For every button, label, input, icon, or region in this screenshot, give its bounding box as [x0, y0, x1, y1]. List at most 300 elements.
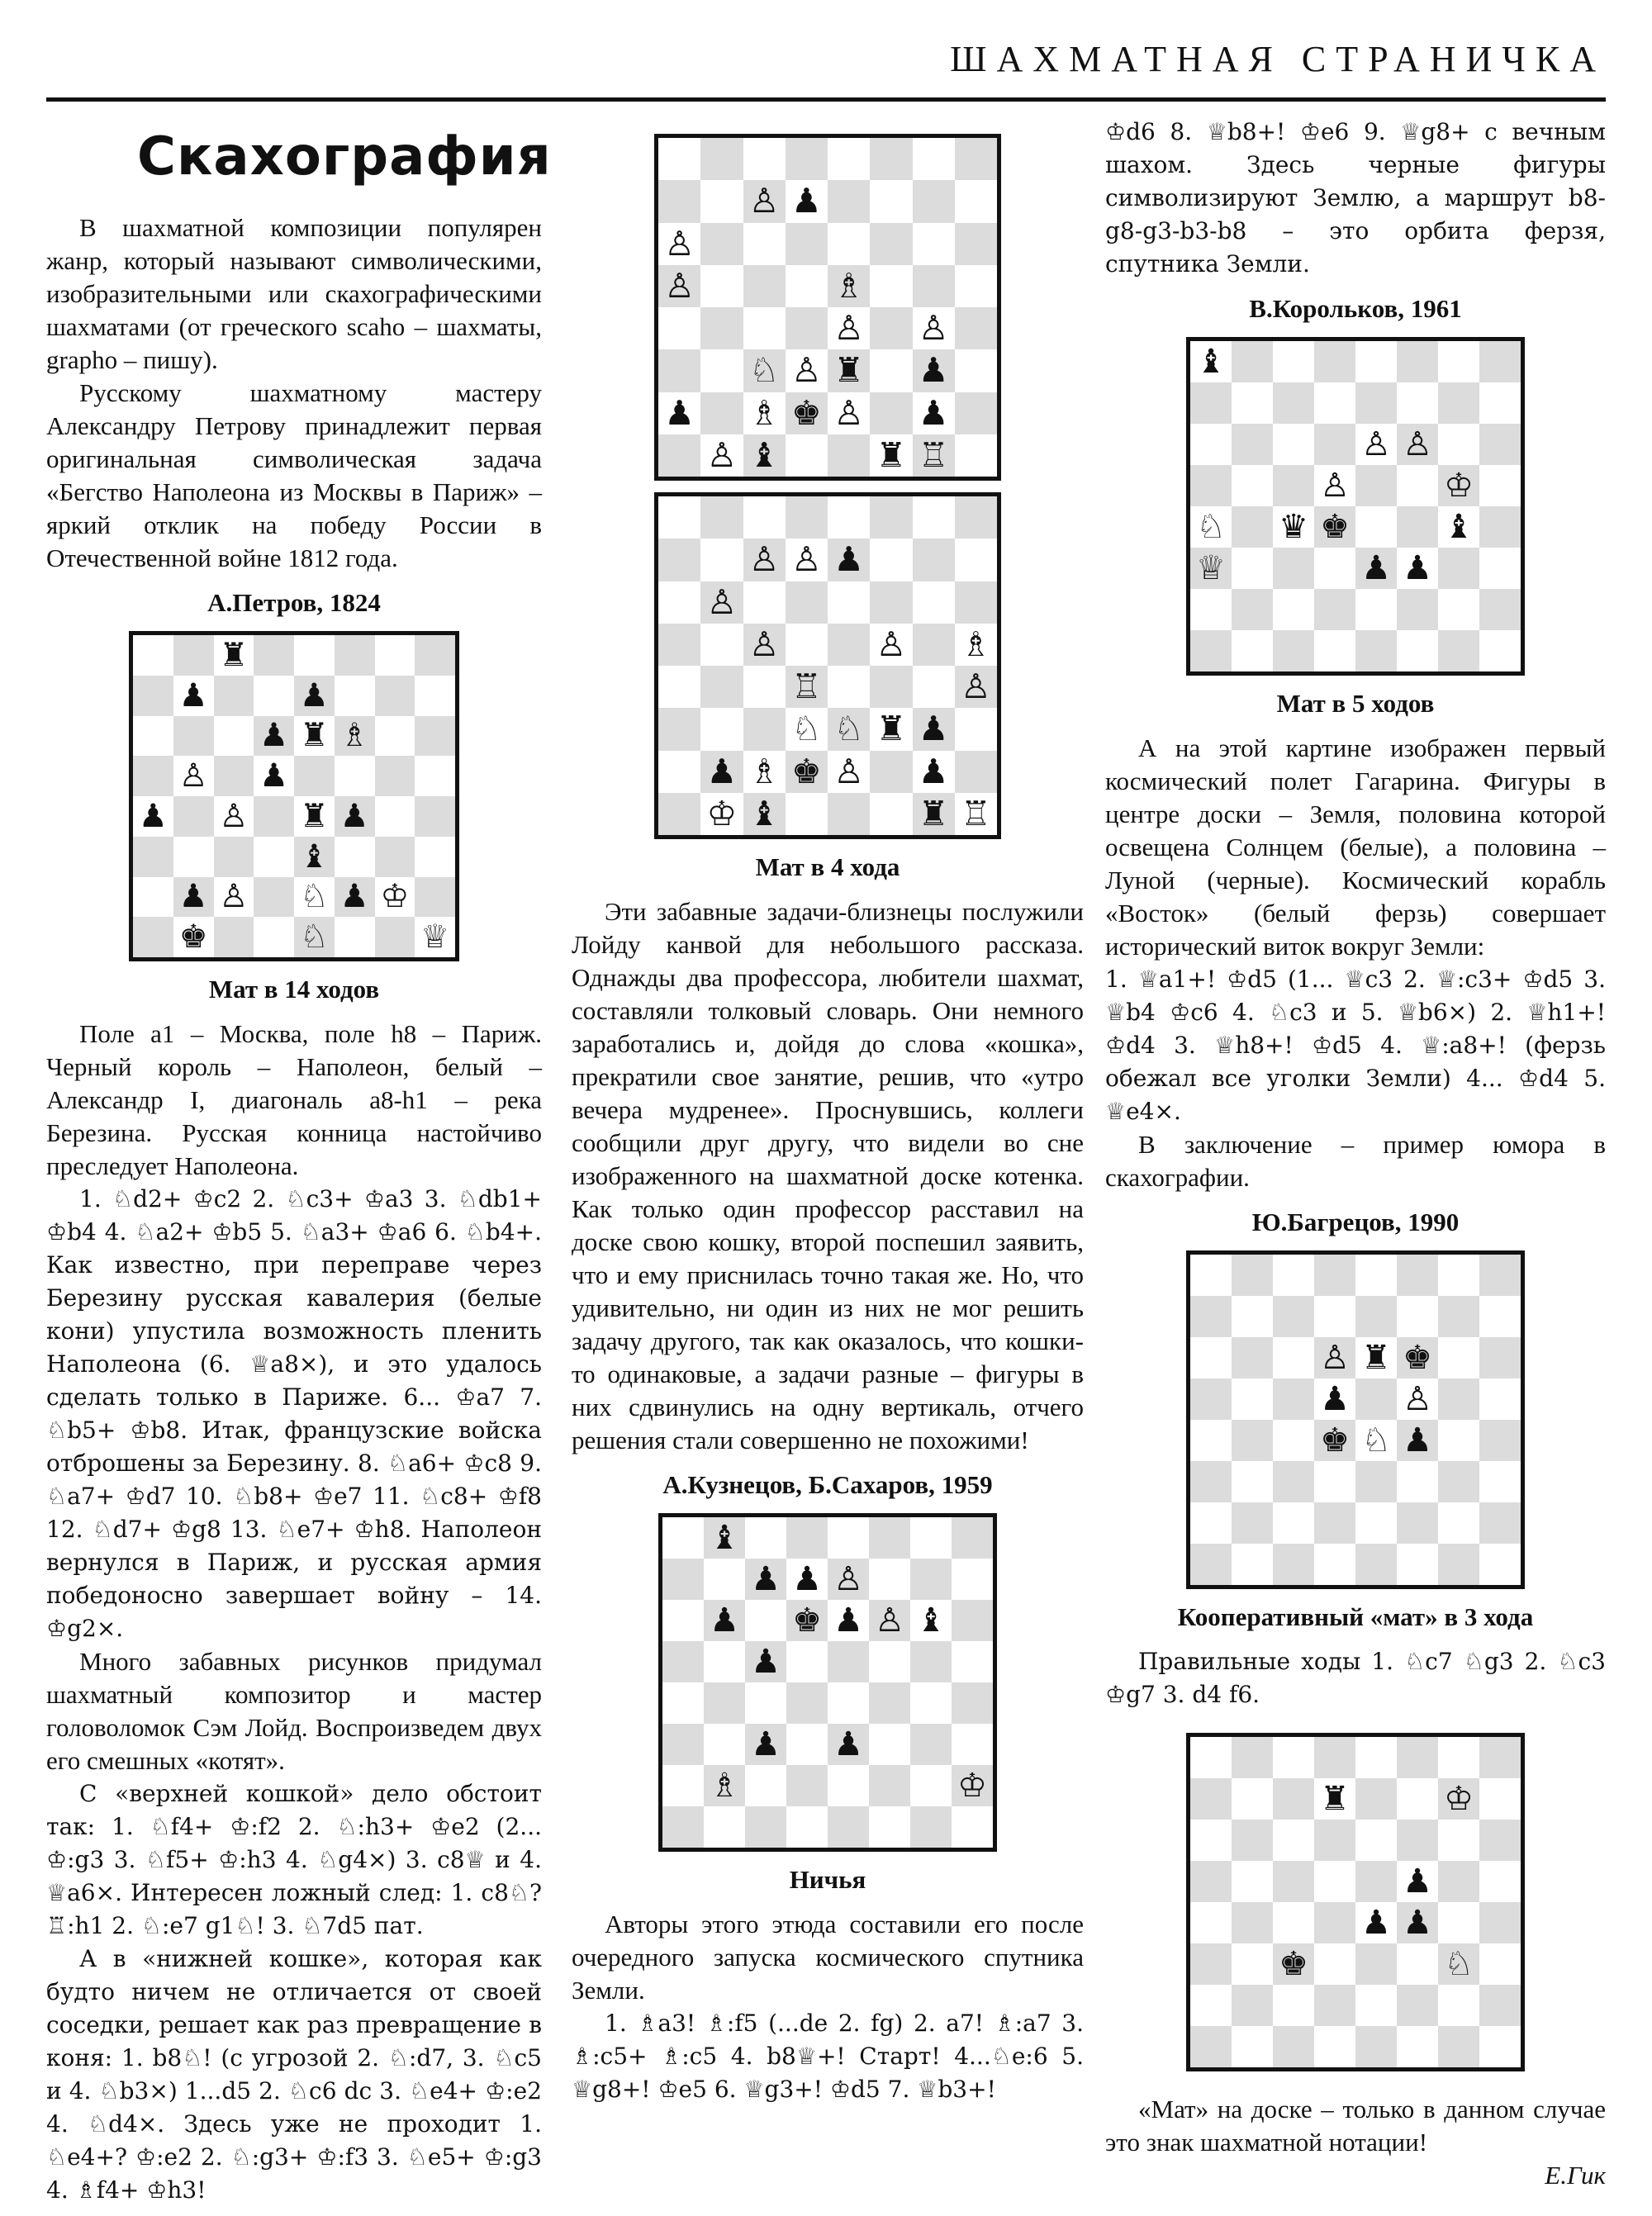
- board-square: [704, 1517, 745, 1559]
- board-square: [173, 877, 214, 918]
- white-piece-icon: ♙: [1320, 467, 1350, 505]
- board-square: [1190, 630, 1232, 671]
- board-square: [658, 392, 700, 434]
- board-square: [1273, 506, 1314, 548]
- board-square: [658, 349, 700, 391]
- board-square: [335, 917, 375, 957]
- board-square: [704, 1600, 745, 1641]
- white-piece-icon: ♔: [957, 1767, 987, 1805]
- board-square: [743, 539, 786, 581]
- problem-stipulation: Кооперативный «мат» в 3 хода: [1177, 1602, 1534, 1631]
- black-piece-icon: ♚: [1403, 1339, 1432, 1377]
- board-square: [913, 434, 955, 477]
- board-square: [173, 837, 214, 877]
- black-piece-icon: ♟: [751, 1560, 781, 1598]
- board-square: [955, 793, 997, 835]
- board-square: [1397, 1544, 1438, 1585]
- white-piece-icon: ♖: [918, 434, 949, 475]
- board-square: [870, 496, 912, 539]
- problem-stipulation: Ничья: [789, 1865, 866, 1894]
- white-piece-icon: ♙: [833, 392, 864, 433]
- board-square: [1232, 2026, 1273, 2067]
- board-square: [1355, 1255, 1397, 1296]
- white-piece-icon: ♙: [918, 308, 949, 349]
- board-square: [910, 1806, 952, 1848]
- board-square: [662, 1517, 704, 1559]
- black-piece-icon: ♜: [299, 717, 329, 755]
- board-square: [1273, 1902, 1314, 1943]
- board-square: [869, 1682, 910, 1724]
- board-square: [828, 624, 870, 666]
- board-square: [1355, 424, 1397, 465]
- board-square: [745, 1806, 786, 1848]
- problem-author: В.Корольков, 1961: [1249, 294, 1462, 323]
- board-square: [828, 666, 870, 708]
- board-square: [700, 751, 743, 793]
- board-square: [1397, 1985, 1438, 2026]
- board-square: [700, 666, 743, 708]
- white-piece-icon: ♙: [219, 878, 249, 916]
- board-square: [294, 676, 335, 716]
- black-piece-icon: ♜: [833, 350, 864, 391]
- white-piece-icon: ♗: [339, 717, 369, 755]
- board-square: [828, 349, 870, 391]
- black-piece-icon: ♜: [918, 793, 949, 833]
- black-piece-icon: ♟: [138, 797, 168, 835]
- board-square: [952, 1600, 993, 1641]
- board-square: [786, 1559, 828, 1600]
- board-square: [1438, 465, 1479, 506]
- board-square: [1232, 1378, 1273, 1420]
- board-square: [869, 1806, 910, 1848]
- black-piece-icon: ♚: [178, 918, 208, 956]
- board-square: [913, 307, 955, 349]
- black-piece-icon: ♟: [1403, 1421, 1432, 1459]
- solution-text: ♔d6 8. ♕b8+! ♔e6 9. ♕g8+ с вечным шахом. Здесь черные фигуры символизируют Землю, а маршрут b8-g8-g3-b3-b8 – это орбита ферзя, спутника Земли.: [1105, 118, 1606, 278]
- board-square: [1273, 424, 1314, 465]
- board-square: [1438, 1861, 1479, 1902]
- board-square: [955, 496, 997, 539]
- board-square: [658, 434, 700, 477]
- white-piece-icon: ♕: [1196, 549, 1226, 587]
- board-square: [786, 180, 828, 222]
- board-square: [828, 581, 870, 624]
- board-square: [955, 434, 997, 477]
- board-square: [294, 756, 335, 796]
- white-piece-icon: ♙: [1320, 1339, 1350, 1377]
- board-square: [910, 1641, 952, 1682]
- board-square: [1397, 1420, 1438, 1461]
- board-square: [786, 1682, 828, 1724]
- board-square: [1355, 548, 1397, 589]
- board-square: [700, 539, 743, 581]
- board-square: [1397, 465, 1438, 506]
- white-piece-icon: ♙: [664, 223, 695, 263]
- board-square: [1232, 1296, 1273, 1337]
- black-piece-icon: ♚: [1320, 508, 1350, 546]
- board-square: [375, 635, 415, 676]
- white-piece-icon: ♙: [833, 751, 864, 791]
- board-square: [1190, 1337, 1232, 1378]
- board-square: [913, 581, 955, 624]
- board-square: [704, 1724, 745, 1765]
- board-square: [1397, 341, 1438, 382]
- board-square: [1232, 382, 1273, 424]
- board-square: [786, 138, 828, 180]
- board-square: [658, 138, 700, 180]
- white-piece-icon: ♙: [1403, 1380, 1432, 1418]
- board-square: [254, 796, 294, 837]
- black-piece-icon: ♝: [748, 434, 780, 475]
- board-square: [1232, 506, 1273, 548]
- board-square: [828, 1765, 869, 1806]
- board-square: [1190, 341, 1232, 382]
- board-square: [869, 1765, 910, 1806]
- board-square: [335, 756, 375, 796]
- board-square: [828, 392, 870, 434]
- board-square: [955, 138, 997, 180]
- board-square: [1355, 630, 1397, 671]
- white-piece-icon: ♙: [748, 539, 780, 580]
- board-square: [1232, 1420, 1273, 1461]
- board-square: [743, 666, 786, 708]
- board-square: [1438, 424, 1479, 465]
- board-square: [1397, 589, 1438, 630]
- white-piece-icon: ♙: [833, 1560, 863, 1598]
- board-square: [1232, 1502, 1273, 1544]
- board-square: [335, 877, 375, 918]
- board-square: [1479, 506, 1521, 548]
- board-square: [910, 1559, 952, 1600]
- board-square: [913, 138, 955, 180]
- board-square: [913, 349, 955, 391]
- board-square: [913, 708, 955, 750]
- board-square: [1314, 1420, 1355, 1461]
- board-square: [1190, 1420, 1232, 1461]
- board-square: [745, 1641, 786, 1682]
- board-square: [1479, 1778, 1521, 1820]
- board-square: [828, 496, 870, 539]
- board-square: [214, 756, 254, 796]
- board-square: [662, 1641, 704, 1682]
- black-piece-icon: ♝: [748, 793, 780, 833]
- board-square: [254, 676, 294, 716]
- board-square: [828, 307, 870, 349]
- board-square: [786, 793, 828, 835]
- board-square: [1232, 1737, 1273, 1778]
- board-square: [1273, 1337, 1314, 1378]
- board-square: [658, 708, 700, 750]
- board-square: [700, 180, 743, 222]
- board-square: [658, 180, 700, 222]
- board-square: [743, 624, 786, 666]
- black-piece-icon: ♟: [710, 1601, 739, 1639]
- solution-text: А в «нижней кошке», которая как будто ничем не отличается от своей соседки, решает как раз превращение в коня: 1. b8♘! (с угрозой 2. ♘:d7, 3. ♘c5 и 4. ♘b3×) 1...d5 2. ♘c6 dc 3. ♘e4+ ♔:e2 4. ♘d4×. Здесь уже не проходит 1. ♘e4+? ♔:e2 2. ♘:g3+ ♔:f3 3. ♘e5+ ♔:g3 4. ♗f4+ ♔h3!: [46, 1945, 542, 2204]
- board-square: [133, 917, 173, 957]
- paragraph: В шахматной композиции популярен жанр, который называют символическими, изобразительными или скахографическими шахматами (от греческого scaho – шахматы, grapho – пишу).: [46, 213, 542, 374]
- black-piece-icon: ♟: [792, 1560, 822, 1598]
- paragraph: Эти забавные задачи-близнецы послужили Лойду канвой для небольшого рассказа. Однажды два профессора, любители шахмат, составляли толковый словарь. Они немного заработались и, дойдя до слова «кошка», прекратили свое занятие, решив, что «утро вечера мудренее». Проснувшись, коллеги сообщили друг другу, что видели во сне изображенного на шахматной доске котенка. Как только один профессор расставил на доске свою кошку, второй поспешил заявить, что и ему приснилась точно такая же. Но, что удивительно, ни один из них не мог решить задачу другого, так как оказалось, что кошки-то одинаковые, а задачи разные – фигуры в них сдвинулись на одну вертикаль, отчего решения стали совершенно не похожими!: [572, 897, 1084, 1454]
- board-square: [700, 581, 743, 624]
- board-square: [658, 539, 700, 581]
- board-square: [1190, 1378, 1232, 1420]
- board-square: [1355, 1943, 1397, 1985]
- paragraph: Авторы этого этюда составили его после очередного запуска космического спутника Земли.: [572, 1910, 1084, 2005]
- board-square: [214, 877, 254, 918]
- board-square: [1397, 1296, 1438, 1337]
- board-square: [1190, 1943, 1232, 1985]
- paragraph: В заключение – пример юмора в скахографии.: [1105, 1130, 1606, 1192]
- board-square: [1438, 341, 1479, 382]
- board-square: [828, 1724, 869, 1765]
- author-signature: Е.Гик: [1545, 2161, 1606, 2190]
- board-square: [700, 265, 743, 307]
- black-piece-icon: ♜: [1361, 1339, 1391, 1377]
- board-square: [415, 716, 455, 757]
- board-square: [1479, 1461, 1521, 1502]
- board-square: [1314, 424, 1355, 465]
- board-square: [952, 1806, 993, 1848]
- header-rule: [46, 97, 1606, 102]
- board-square: [214, 716, 254, 757]
- board-square: [828, 1641, 869, 1682]
- black-piece-icon: ♜: [299, 797, 329, 835]
- board-square: [828, 434, 870, 477]
- board-square: [786, 1765, 828, 1806]
- white-piece-icon: ♙: [748, 181, 780, 221]
- board-square: [1438, 1502, 1479, 1544]
- board-square: [1397, 1502, 1438, 1544]
- board-square: [1190, 1820, 1232, 1861]
- board-square: [913, 392, 955, 434]
- board-square: [952, 1682, 993, 1724]
- black-piece-icon: ♟: [833, 1601, 863, 1639]
- board-square: [415, 756, 455, 796]
- board-square: [415, 676, 455, 716]
- black-piece-icon: ♟: [833, 1725, 863, 1763]
- white-piece-icon: ♔: [1444, 1780, 1474, 1818]
- board-square: [254, 635, 294, 676]
- board-square: [828, 1806, 869, 1848]
- board-square: [214, 917, 254, 957]
- board-square: [700, 307, 743, 349]
- board-square: [955, 180, 997, 222]
- board-square: [658, 265, 700, 307]
- board-square: [913, 180, 955, 222]
- board-square: [1479, 424, 1521, 465]
- board-square: [1273, 1296, 1314, 1337]
- white-piece-icon: ♘: [833, 709, 864, 749]
- chess-board: [1186, 1250, 1525, 1589]
- board-square: [1190, 1296, 1232, 1337]
- board-square: [1479, 1337, 1521, 1378]
- board-square: [133, 837, 173, 877]
- white-piece-icon: ♘: [790, 709, 822, 749]
- board-square: [870, 223, 912, 265]
- black-piece-icon: ♟: [918, 709, 949, 749]
- board-square: [1314, 1378, 1355, 1420]
- board-square: [1232, 1461, 1273, 1502]
- chess-board: [654, 492, 1001, 839]
- board-square: [1355, 1985, 1397, 2026]
- board-square: [704, 1682, 745, 1724]
- board-square: [1355, 1544, 1397, 1585]
- black-piece-icon: ♟: [178, 676, 208, 714]
- problem-author: А.Кузнецов, Б.Сахаров, 1959: [662, 1470, 993, 1499]
- board-square: [870, 392, 912, 434]
- board-square: [743, 223, 786, 265]
- board-square: [870, 666, 912, 708]
- board-square: [1314, 1820, 1355, 1861]
- board-square: [375, 716, 415, 757]
- board-square: [1273, 630, 1314, 671]
- board-square: [1314, 589, 1355, 630]
- board-square: [1314, 1861, 1355, 1902]
- board-square: [658, 581, 700, 624]
- solution-text: 1. ♕a1+! ♔d5 (1... ♕c3 2. ♕:c3+ ♔d5 3. ♕b4 ♔c6 4. ♘c3 и 5. ♕b6×) 2. ♕h1+! ♔d4 3. ♕h8+! ♔d5 4. ♕:a8+! (ферзь обежал все уголки Земли) 4... ♔d4 5. ♕e4×.: [1105, 966, 1606, 1125]
- board-square: [1438, 1737, 1479, 1778]
- black-piece-icon: ♟: [790, 181, 822, 221]
- board-square: [743, 793, 786, 835]
- board-square: [1479, 1378, 1521, 1420]
- black-piece-icon: ♟: [664, 392, 695, 433]
- board-square: [745, 1765, 786, 1806]
- board-square: [955, 708, 997, 750]
- board-square: [1273, 1378, 1314, 1420]
- board-square: [658, 751, 700, 793]
- paragraph: Поле a1 – Москва, поле h8 – Париж. Черный король – Наполеон, белый – Александр I, диагональ a8-h1 – река Березина. Русская конница настойчиво преследует Наполеона.: [46, 1019, 542, 1180]
- board-square: [913, 624, 955, 666]
- black-piece-icon: ♝: [1196, 343, 1226, 381]
- board-square: [910, 1517, 952, 1559]
- board-square: [955, 751, 997, 793]
- white-piece-icon: ♙: [876, 624, 907, 664]
- board-square: [1397, 1737, 1438, 1778]
- board-square: [745, 1724, 786, 1765]
- board-square: [786, 392, 828, 434]
- white-piece-icon: ♔: [706, 793, 738, 833]
- board-square: [1314, 1985, 1355, 2026]
- board-square: [1232, 589, 1273, 630]
- board-square: [786, 307, 828, 349]
- board-square: [1190, 1461, 1232, 1502]
- board-square: [375, 877, 415, 918]
- board-square: [294, 635, 335, 676]
- black-piece-icon: ♟: [259, 757, 289, 795]
- white-piece-icon: ♙: [790, 539, 822, 580]
- board-square: [743, 496, 786, 539]
- board-square: [1314, 2026, 1355, 2067]
- board-square: [1232, 1820, 1273, 1861]
- board-square: [1355, 1737, 1397, 1778]
- board-square: [335, 837, 375, 877]
- board-square: [658, 624, 700, 666]
- board-square: [1479, 1820, 1521, 1861]
- board-square: [955, 666, 997, 708]
- board-square: [743, 751, 786, 793]
- board-square: [786, 223, 828, 265]
- board-square: [870, 581, 912, 624]
- board-square: [955, 223, 997, 265]
- board-square: [1479, 1985, 1521, 2026]
- white-piece-icon: ♙: [790, 350, 822, 391]
- board-square: [955, 392, 997, 434]
- board-square: [870, 624, 912, 666]
- white-piece-icon: ♔: [1444, 467, 1474, 505]
- board-square: [828, 180, 870, 222]
- board-square: [828, 708, 870, 750]
- board-square: [828, 1559, 869, 1600]
- white-piece-icon: ♕: [420, 918, 450, 956]
- board-square: [1397, 1902, 1438, 1943]
- black-piece-icon: ♟: [1403, 1862, 1432, 1900]
- black-piece-icon: ♚: [1320, 1421, 1350, 1459]
- board-square: [1190, 382, 1232, 424]
- board-square: [1355, 506, 1397, 548]
- board-square: [743, 307, 786, 349]
- problem-stipulation: Мат в 14 ходов: [208, 975, 380, 1004]
- white-piece-icon: ♖: [790, 667, 822, 707]
- board-square: [913, 539, 955, 581]
- article-title: Скахография: [137, 126, 552, 187]
- board-square: [335, 716, 375, 757]
- paragraph: «Мат» на доске – только в данном случае это знак шахматной нотации!: [1105, 2095, 1606, 2157]
- board-square: [1479, 382, 1521, 424]
- column-1: [46, 116, 552, 2207]
- board-square: [1273, 1502, 1314, 1544]
- board-square: [743, 265, 786, 307]
- board-square: [870, 265, 912, 307]
- board-square: [662, 1724, 704, 1765]
- board-square: [1314, 1296, 1355, 1337]
- board-square: [1232, 1861, 1273, 1902]
- board-square: [1355, 1337, 1397, 1378]
- chess-board: [1186, 1733, 1525, 2071]
- board-square: [1438, 1420, 1479, 1461]
- white-piece-icon: ♗: [748, 751, 780, 791]
- problem-stipulation: Мат в 5 ходов: [1276, 689, 1435, 718]
- board-square: [743, 581, 786, 624]
- board-square: [910, 1724, 952, 1765]
- board-square: [869, 1724, 910, 1765]
- page-header: ШАХМАТНАЯ СТРАНИЧКА: [950, 39, 1606, 79]
- board-square: [658, 793, 700, 835]
- board-square: [870, 307, 912, 349]
- board-square: [1314, 465, 1355, 506]
- board-square: [173, 716, 214, 757]
- white-piece-icon: ♙: [664, 265, 695, 306]
- board-square: [869, 1517, 910, 1559]
- board-square: [1479, 1861, 1521, 1902]
- black-piece-icon: ♟: [751, 1643, 781, 1681]
- board-square: [375, 917, 415, 957]
- black-piece-icon: ♟: [918, 350, 949, 391]
- board-square: [1355, 1902, 1397, 1943]
- board-square: [828, 751, 870, 793]
- board-square: [913, 793, 955, 835]
- white-piece-icon: ♘: [299, 878, 329, 916]
- white-piece-icon: ♙: [833, 308, 864, 349]
- black-piece-icon: ♛: [1279, 508, 1308, 546]
- board-square: [828, 265, 870, 307]
- board-square: [700, 793, 743, 835]
- black-piece-icon: ♟: [1403, 549, 1432, 587]
- board-square: [415, 796, 455, 837]
- board-square: [1232, 1943, 1273, 1985]
- board-square: [1479, 1255, 1521, 1296]
- white-piece-icon: ♙: [706, 434, 738, 475]
- board-square: [1479, 341, 1521, 382]
